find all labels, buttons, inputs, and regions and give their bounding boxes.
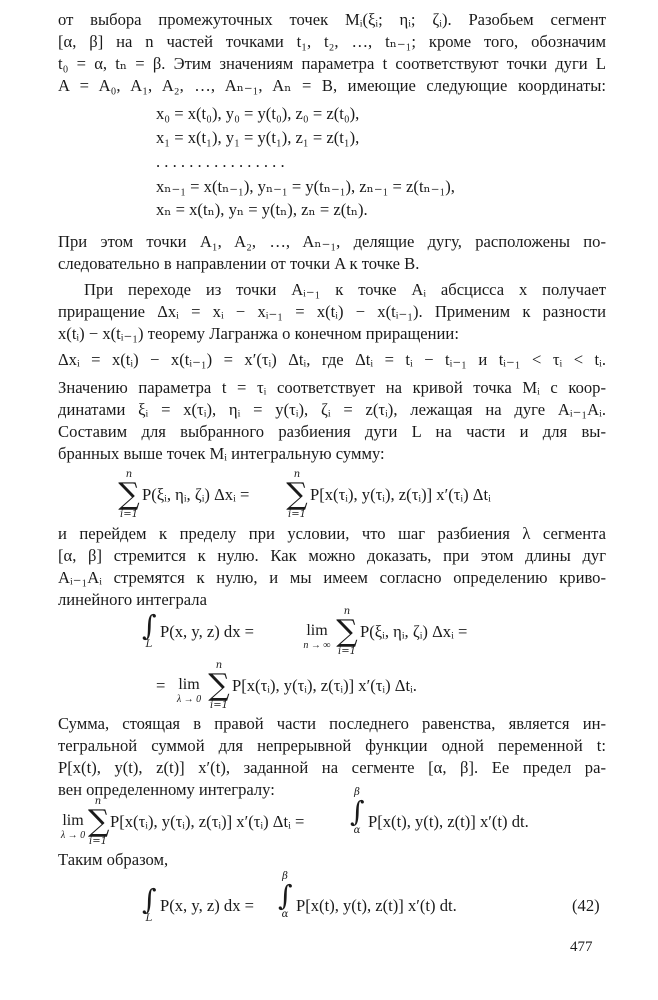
integral-lower-limit: α [281,909,289,920]
sum-term-1: P(ξᵢ, ηᵢ, ζᵢ) Δxᵢ = [142,485,250,504]
coordinates-ellipsis: . . . . . . . . . . . . . . . . [156,152,285,171]
coordinates-line-1: x₀ = x(t₀), y₀ = y(t₀), z₀ = z(t₀), [156,104,360,123]
text-line-5: При этом точки A₁, A₂, …, Aₙ₋₁, делящие дугу, расположены по- [58,232,606,251]
sum-lower-limit: i=1 [120,509,138,520]
sum-term-5: P[x(τᵢ), y(τᵢ), z(τᵢ)] x′(τᵢ) Δtᵢ = [110,812,305,831]
equation-number: (42) [572,896,600,915]
sum-upper-limit: n [94,796,102,807]
text-line-2: [α, β] на n частей точками t₁, t₂, …, tₙ₋₁; кроме того, обозначим [58,32,606,51]
text-line-15: и перейдем к пределу при условии, что шаг разбиения λ сегмента [58,524,606,543]
lagrange-formula: Δxᵢ = x(tᵢ) − x(tᵢ₋₁) = x′(τᵢ) Δtᵢ, где Δtᵢ = tᵢ − tᵢ₋₁ и tᵢ₋₁ < τᵢ < tᵢ. [58,350,606,369]
sum-sign-5: n ∑ i=1 [88,796,110,847]
text-line-4: A = A₀, A₁, A₂, …, Aₙ₋₁, Aₙ = B, имеющие следующие координаты: [58,76,606,95]
lim-subscript: n → ∞ [303,639,331,651]
integral-sign-3: ∫ L [142,883,157,924]
limit-operator-3 [58,812,88,841]
text-line-14: бранных выше точек Mᵢ интегральную сумму: [58,444,385,463]
text-line-8: приращение Δxᵢ = xᵢ − xᵢ₋₁ = x(tᵢ) − x(tᵢ₋₁). Применим к разности [58,302,606,321]
sum-term-4: P[x(τᵢ), y(τᵢ), z(τᵢ)] x′(τᵢ) Δtᵢ. [232,676,417,695]
text-line-1: от выбора промежуточных точек Mᵢ(ξᵢ; ηᵢ; ζᵢ). Разобьем сегмент [58,10,606,29]
text-line-17: Aᵢ₋₁Aᵢ стремятся к нулю, и мы имеем согласно определению криво- [58,568,606,587]
integral-sign-2: β ∫ α [350,787,365,836]
text-line-18: линейного интеграла [58,590,207,609]
coordinates-line-n: xₙ = x(tₙ), yₙ = y(tₙ), zₙ = z(tₙ). [156,200,368,219]
text-line-9: x(tᵢ) − x(tᵢ₋₁) теорему Лагранжа о конечном приращении: [58,324,459,343]
integrand-3: P(x, y, z) dx = [160,896,255,915]
text-line-19: Сумма, стоящая в правой части последнего равенства, является ин- [58,714,606,733]
coordinates-line-n-1: xₙ₋₁ = x(tₙ₋₁), yₙ₋₁ = y(tₙ₋₁), zₙ₋₁ = z(tₙ₋₁), [156,177,455,196]
lim-subscript: λ → 0 [60,829,86,841]
text-line-13: Составим для выбранного разбиения дуги L на части и для вы- [58,422,606,441]
integral-sign-1: ∫ L [142,609,157,650]
sum-lower-limit: i=1 [338,646,356,657]
text-line-20: тегральной суммой для непрерывной функции одной переменной t: [58,736,606,755]
integral-lower-limit: L [145,639,153,650]
limit-operator-2 [172,676,206,705]
sum-sign-4: n ∑ i=1 [208,660,230,711]
sum-sign-3: n ∑ i=1 [336,606,358,657]
lim-label: lim [62,812,84,829]
sum-lower-limit: i=1 [89,836,107,847]
integral-upper-limit: β [282,871,288,882]
text-line-12: динатами ξᵢ = x(τᵢ), ηᵢ = y(τᵢ), ζᵢ = z(τᵢ), лежащая на дуге Aᵢ₋₁Aᵢ. [58,400,606,419]
integrand-1: P(x, y, z) dx = [160,622,255,641]
sum-sign-1: n ∑ i=1 [118,469,140,520]
page-number: 477 [570,939,593,955]
integral-lower-limit: α [353,825,361,836]
text-line-23: Таким образом, [58,850,169,869]
sum-upper-limit: n [215,660,223,671]
lim-label: lim [178,676,200,693]
equals-sign: = [156,676,166,695]
lim-subscript: λ → 0 [176,693,202,705]
text-line-7: При переходе из точки Aᵢ₋₁ к точке Aᵢ абсцисса x получает [84,280,606,299]
sum-term-2: P[x(τᵢ), y(τᵢ), z(τᵢ)] x′(τᵢ) Δtᵢ [310,485,491,504]
coordinates-line-2: x₁ = x(t₁), y₁ = y(t₁), z₁ = z(t₁), [156,128,360,147]
text-line-11: Значению параметра t = τᵢ соответствует на кривой точка Mᵢ с коор- [58,378,606,397]
sum-upper-limit: n [343,606,351,617]
integral-lower-limit: L [145,913,153,924]
text-line-16: [α, β] стремится к нулю. Как можно доказать, при этом длины дуг [58,546,606,565]
sum-upper-limit: n [293,469,301,480]
sum-term-3: P(ξᵢ, ηᵢ, ζᵢ) Δxᵢ = [360,622,468,641]
text-line-3: t₀ = α, tₙ = β. Этим значениям параметра t соответствуют точки дуги L [58,54,606,73]
text-line-21: P[x(t), y(t), z(t)] x′(t), заданной на сегменте [α, β]. Ее предел ра- [58,758,606,777]
sum-lower-limit: i=1 [210,700,228,711]
sum-sign-2: n ∑ i=1 [286,469,308,520]
text-line-22: вен определенному интегралу: [58,780,275,799]
integrand-2: P[x(t), y(t), z(t)] x′(t) dt. [368,812,529,831]
lim-label: lim [306,622,328,639]
text-line-6: следовательно в направлении от точки A к точке B. [58,254,420,273]
sum-upper-limit: n [125,469,133,480]
sum-lower-limit: i=1 [288,509,306,520]
integral-sign-4: β ∫ α [278,871,293,920]
integral-upper-limit: β [354,787,360,798]
integrand-4: P[x(t), y(t), z(t)] x′(t) dt. [296,896,457,915]
limit-operator-1 [300,622,334,651]
